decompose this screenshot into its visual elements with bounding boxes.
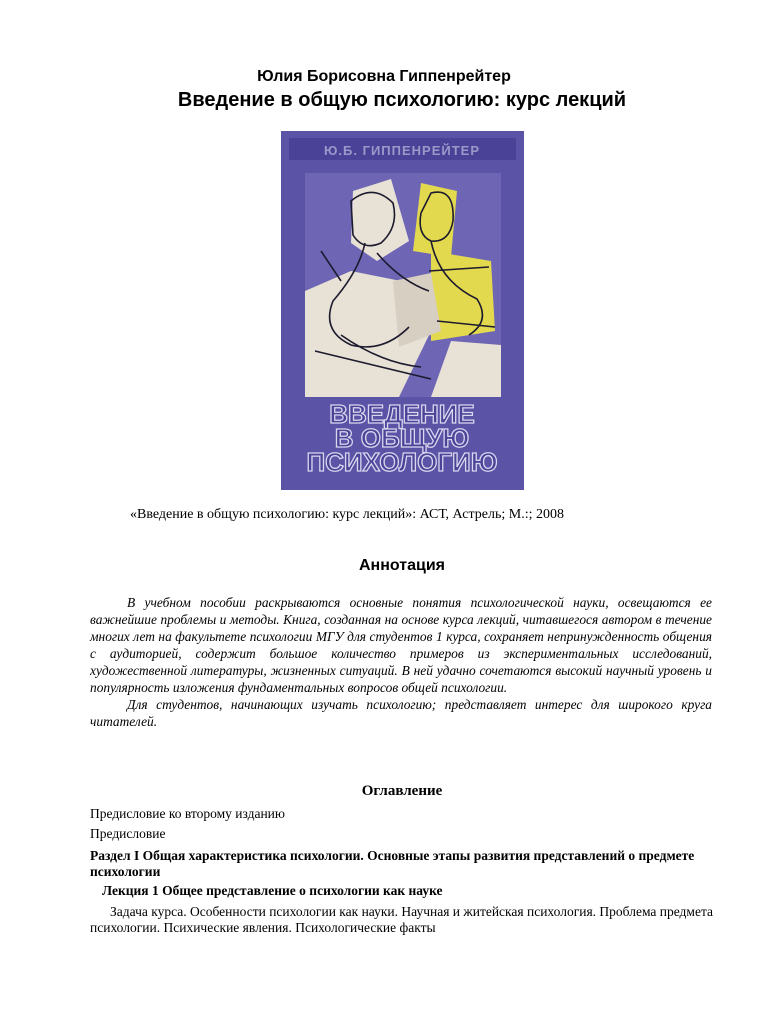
- toc-heading: Оглавление: [361, 783, 443, 799]
- cover-title-line-3: ПСИХОЛОГИЮ: [306, 447, 498, 477]
- cover-illustration: [281, 131, 524, 490]
- annotation-body: [90, 594, 712, 730]
- toc-item-section-1[interactable]: Раздел I Общая характеристика психологии. Основные этапы развития представлений о предмете психологии: [90, 848, 695, 879]
- annotation-paragraph-2: Для студентов, начинающих изучать психологию; представляет интерес для широкого круга читателей.: [90, 697, 712, 729]
- cover-author: Ю.Б. ГИППЕНРЕЙТЕР: [323, 143, 481, 158]
- annotation-paragraph-1: В учебном пособии раскрываются основные понятия психологической науки, освещаются ее важнейшие проблемы и методы. Книга, созданная на основе курса лекций, читавшегося автором в течение многих лет на факультете психологии МГУ для студентов 1 курса, сохраняет непринужденность общения с аудиторией, содержит большое количество примеров из экспериментальных исследований, художественной литературы, жизненных ситуаций. В ней удачно сочетаются высокий научный уровень и популярность изложения фундаментальных вопросов общей психологии.: [90, 595, 712, 695]
- citation-line: «Введение в общую психологию: курс лекций»: АСТ, Астрель; М.:; 2008: [130, 507, 565, 522]
- toc-item-preface-second-edition[interactable]: Предисловие ко второму изданию: [90, 806, 285, 821]
- cover-title-line-1: ВВЕДЕНИЕ: [329, 399, 475, 429]
- book-title: Введение в общую психологию: курс лекций: [177, 89, 627, 111]
- cover-title-line-2: В ОБЩУЮ: [334, 423, 470, 453]
- toc-item-lecture-1-topics: Задача курса. Особенности психологии как науки. Научная и житейская психология. Проблема предмета психологии. Психические явления. Психологические факты: [90, 904, 714, 935]
- author-name: Юлия Борисовна Гиппенрейтер: [257, 68, 511, 85]
- book-cover-image: [281, 131, 524, 490]
- annotation-heading: Аннотация: [359, 557, 445, 574]
- toc-item-preface[interactable]: Предисловие: [90, 826, 166, 841]
- toc-item-lecture-1[interactable]: Лекция 1 Общее представление о психологии как науке: [102, 883, 443, 898]
